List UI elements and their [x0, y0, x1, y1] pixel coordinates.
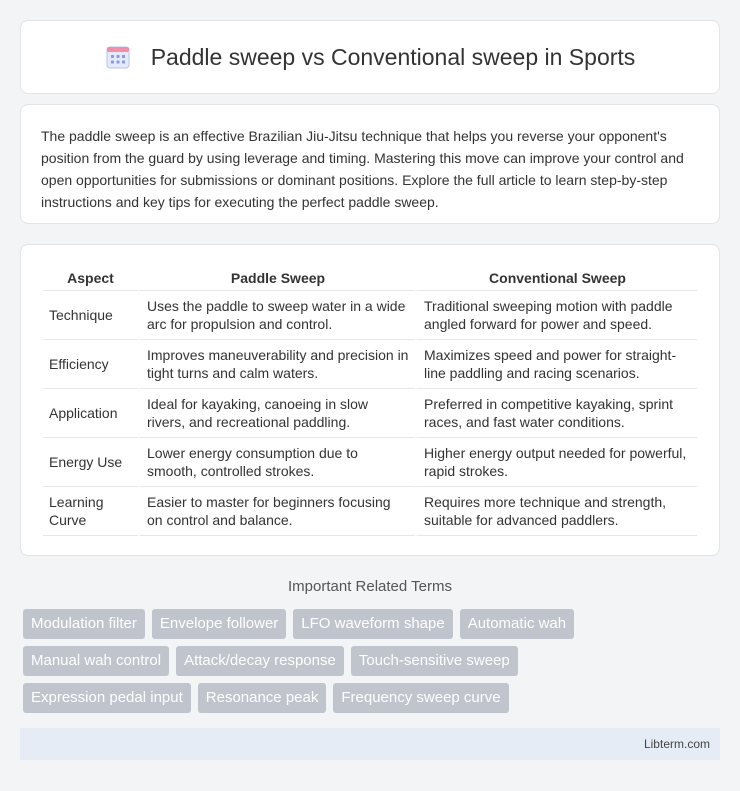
table-row: [43, 487, 697, 536]
related-terms-tags: [23, 609, 723, 720]
title-card: [20, 20, 720, 94]
cell-paddle: Uses the paddle to sweep water in a wide arc for propulsion and control.: [138, 291, 415, 340]
footer: [20, 728, 720, 760]
tag-touch-sensitive-sweep[interactable]: Touch-sensitive sweep: [351, 646, 518, 676]
cell-paddle: Lower energy consumption due to smooth, controlled strokes.: [138, 438, 415, 487]
tag-row: [23, 609, 723, 639]
cell-conventional: Higher energy output needed for powerful, rapid strokes.: [415, 438, 697, 487]
tag-modulation-filter[interactable]: Modulation filter: [23, 609, 145, 639]
related-terms-heading: Important Related Terms: [288, 578, 452, 595]
table-row: [43, 291, 697, 340]
cell-aspect: Efficiency: [43, 340, 138, 389]
tag-row: [23, 646, 723, 676]
tag-lfo-waveform-shape[interactable]: LFO waveform shape: [293, 609, 452, 639]
tag-attack-decay-response[interactable]: Attack/decay response: [176, 646, 344, 676]
intro-paragraph: The paddle sweep is an effective Brazilian Jiu-Jitsu technique that helps you reverse your opponent's position from the guard by using leverage and timing. Mastering this move can improve your control and open opportunities for submissions or dominant positions. Explore the full article to learn step-by-step instructions and key tips for executing the perfect paddle sweep.: [41, 128, 684, 210]
tag-frequency-sweep-curve[interactable]: Frequency sweep curve: [333, 683, 508, 713]
header-conventional-sweep: Conventional Sweep: [415, 265, 697, 291]
cell-paddle: Improves maneuverability and precision in tight turns and calm waters.: [138, 340, 415, 389]
tag-manual-wah-control[interactable]: Manual wah control: [23, 646, 169, 676]
comparison-table-card: [20, 244, 720, 556]
intro-card: [20, 104, 720, 224]
cell-paddle: Ideal for kayaking, canoeing in slow rivers, and recreational paddling.: [138, 389, 415, 438]
cell-conventional: Preferred in competitive kayaking, sprint races, and fast water conditions.: [415, 389, 697, 438]
header-aspect: Aspect: [43, 265, 138, 291]
header-paddle-sweep: Paddle Sweep: [138, 265, 415, 291]
cell-paddle: Easier to master for beginners focusing on control and balance.: [138, 487, 415, 536]
table-row: [43, 389, 697, 438]
table-header-row: [43, 265, 697, 291]
tag-automatic-wah[interactable]: Automatic wah: [460, 609, 574, 639]
tag-expression-pedal-input[interactable]: Expression pedal input: [23, 683, 191, 713]
table-row: [43, 340, 697, 389]
calendar-grid-icon: [105, 44, 131, 70]
tag-envelope-follower[interactable]: Envelope follower: [152, 609, 286, 639]
cell-aspect: Learning Curve: [43, 487, 138, 536]
cell-conventional: Traditional sweeping motion with paddle angled forward for power and speed.: [415, 291, 697, 340]
footer-site-link[interactable]: Libterm.com: [643, 737, 710, 751]
comparison-table: [43, 265, 697, 536]
cell-aspect: Technique: [43, 291, 138, 340]
cell-conventional: Maximizes speed and power for straight-line paddling and racing scenarios.: [415, 340, 697, 389]
table-row: [43, 438, 697, 487]
page-title: Paddle sweep vs Conventional sweep in Sports: [150, 43, 636, 70]
cell-aspect: Application: [43, 389, 138, 438]
cell-conventional: Requires more technique and strength, suitable for advanced paddlers.: [415, 487, 697, 536]
tag-row: [23, 683, 723, 713]
tag-resonance-peak[interactable]: Resonance peak: [198, 683, 327, 713]
cell-aspect: Energy Use: [43, 438, 138, 487]
